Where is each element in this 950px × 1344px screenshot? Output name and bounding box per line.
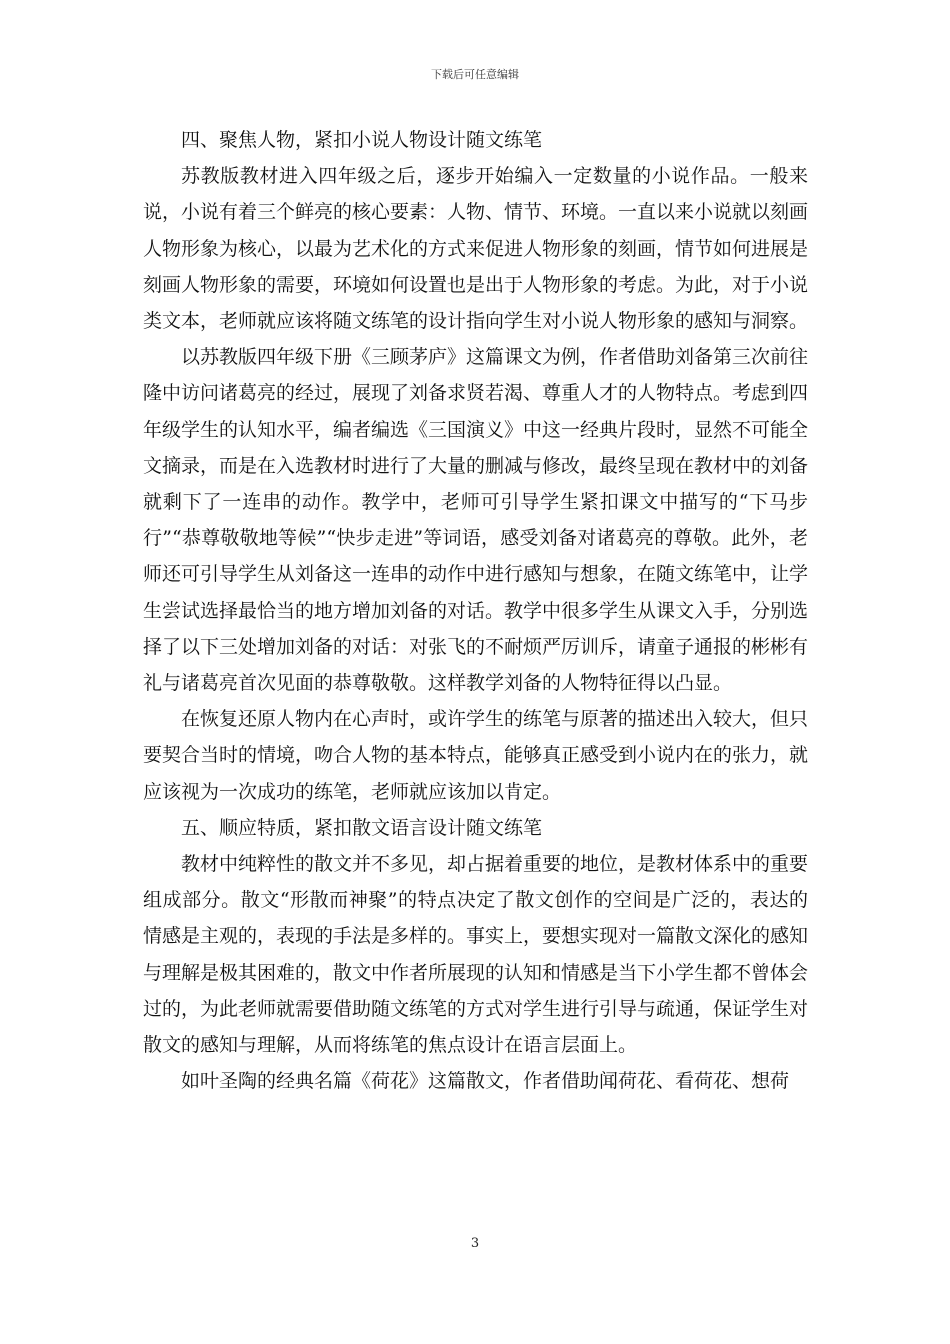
document-body	[143, 122, 808, 1099]
paragraph-lotus-example: 如叶圣陶的经典名篇《荷花》这篇散文，作者借助闻荷花、看荷花、想荷	[181, 1070, 790, 1093]
page-header: 下载后可任意编辑	[431, 68, 519, 81]
section-heading-5: 五、顺应特质，紧扣散文语言设计随文练笔	[181, 816, 543, 839]
paragraph-three-visits-example: 以苏教版四年级下册《三顾茅庐》这篇课文为例，作者借助刘备第三次前往隆中访问诸葛亮的经过，展现了刘备求贤若渴、尊重人才的人物特点。考虑到四年级学生的认知水平，编者编选《三国演义》中这一经典片段时，显然不可能全文摘录，而是在入选教材时进行了大量的删减与修改，最终呈现在教材中的刘备就剩下了一连串的动作。教学中，老师可引导学生紧扣课文中描写的“下马步行”“恭尊敬敬地等候”“快步走进”等词语，感受刘备对诸葛亮的尊敬。此外，老师还可引导学生从刘备这一连串的动作中进行感知与想象，在随文练笔中，让学生尝试选择最恰当的地方增加刘备的对话。教学中很多学生从课文入手，分别选择了以下三处增加刘备的对话：对张飞的不耐烦严厉训斥，请童子通报的彬彬有礼与诸葛亮首次见面的恭尊敬敬。这样教学刘备的人物特征得以凸显。	[143, 346, 809, 695]
paragraph-prose-intro: 教材中纯粹性的散文并不多见，却占据着重要的地位，是教材体系中的重要组成部分。散文“形散而神聚”的特点决定了散文创作的空间是广泛的，表达的情感是主观的，表现的手法是多样的。事实上，要想实现对一篇散文深化的感知与理解是极其困难的，散文中作者所展现的认知和情感是当下小学生都不曾体会过的，为此老师就需要借助随文练笔的方式对学生进行引导与疏通，保证学生对散文的感知与理解，从而将练笔的焦点设计在语言层面上。	[143, 853, 809, 1057]
paragraph-novel-intro: 苏教版教材进入四年级之后，逐步开始编入一定数量的小说作品。一般来说，小说有着三个鲜亮的核心要素：人物、情节、环境。一直以来小说就以刻画人物形象为核心，以最为艺术化的方式来促进人物形象的刻画，情节如何进展是刻画人物形象的需要，环境如何设置也是出于人物形象的考虑。为此，对于小说类文本，老师就应该将随文练笔的设计指向学生对小说人物形象的感知与洞察。	[143, 165, 809, 333]
page-number: 3	[470, 1236, 480, 1251]
paragraph-inner-voice: 在恢复还原人物内在心声时，或许学生的练笔与原著的描述出入较大，但只要契合当时的情境，吻合人物的基本特点，能够真正感受到小说内在的张力，就应该视为一次成功的练笔，老师就应该加以肯定。	[143, 708, 809, 803]
section-heading-4: 四、聚焦人物，紧扣小说人物设计随文练笔	[181, 129, 543, 151]
